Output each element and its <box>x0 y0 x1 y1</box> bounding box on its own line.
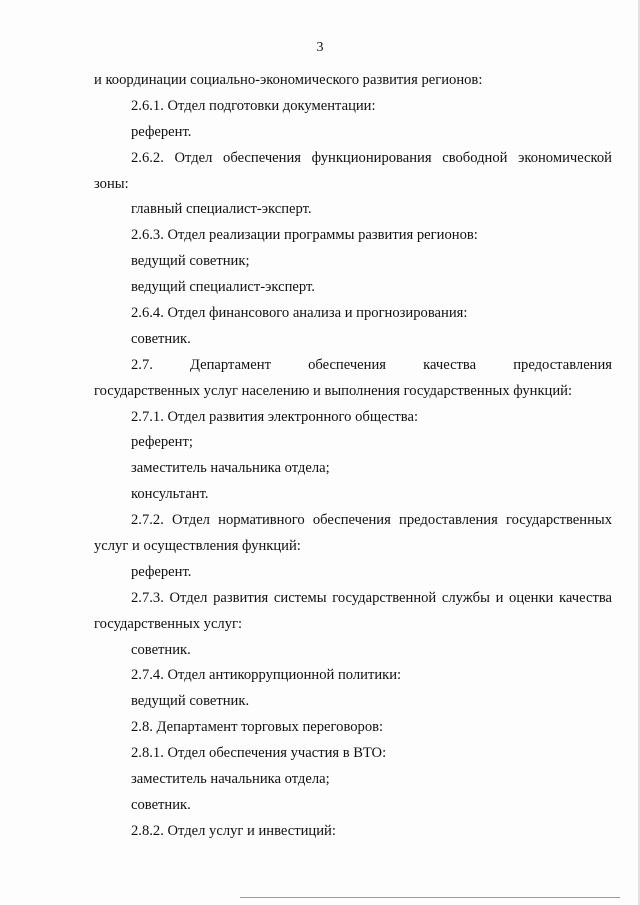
text-line: 2.7.3. Отдел развития системы государственной службы и оценки качества <box>131 589 612 606</box>
text-line: референт; <box>131 434 193 451</box>
text-line: 2.6.2. Отдел обеспечения функционирования свободной экономической <box>131 149 612 166</box>
text-line: государственных услуг населению и выполнения государственных функций: <box>94 382 573 399</box>
text-line: 2.8. Департамент торговых переговоров: <box>131 719 384 736</box>
text-line: ведущий специалист-эксперт. <box>131 279 315 296</box>
text-line: 2.6.4. Отдел финансового анализа и прогнозирования: <box>131 305 468 322</box>
text-line: ведущий советник; <box>131 253 250 270</box>
document-body <box>94 68 612 845</box>
text-line: государственных услуг: <box>94 615 243 632</box>
text-line: советник. <box>131 641 191 658</box>
text-line: 2.7.2. Отдел нормативного обеспечения предоставления государственных <box>131 512 612 529</box>
text-line: заместитель начальника отдела; <box>131 771 330 788</box>
text-line: 2.6.3. Отдел реализации программы развития регионов: <box>131 227 478 244</box>
text-line: советник. <box>131 330 191 347</box>
text-line: главный специалист-эксперт. <box>131 201 312 218</box>
text-line: и координации социально-экономического развития регионов: <box>94 72 483 88</box>
text-line: советник. <box>131 796 191 813</box>
text-line: консультант. <box>131 486 209 503</box>
text-line: 2.7. Департамент обеспечения качества предоставления <box>131 356 612 373</box>
text-line: 2.6.1. Отдел подготовки документации: <box>131 97 376 114</box>
text-line: заместитель начальника отдела; <box>131 460 330 477</box>
text-line: 2.8.2. Отдел услуг и инвестиций: <box>131 822 336 839</box>
text-line: зоны: <box>94 175 129 192</box>
text-line: референт. <box>131 123 192 140</box>
scan-edge-line <box>240 897 620 898</box>
text-line: референт. <box>131 563 192 580</box>
text-line: 2.8.1. Отдел обеспечения участия в ВТО: <box>131 745 387 762</box>
text-line: 2.7.1. Отдел развития электронного общества: <box>131 408 419 425</box>
text-line: услуг и осуществления функций: <box>94 538 301 555</box>
text-line: ведущий советник. <box>131 693 250 710</box>
text-line: 2.7.4. Отдел антикоррупционной политики: <box>131 667 402 684</box>
page-number: 3 <box>316 40 324 55</box>
